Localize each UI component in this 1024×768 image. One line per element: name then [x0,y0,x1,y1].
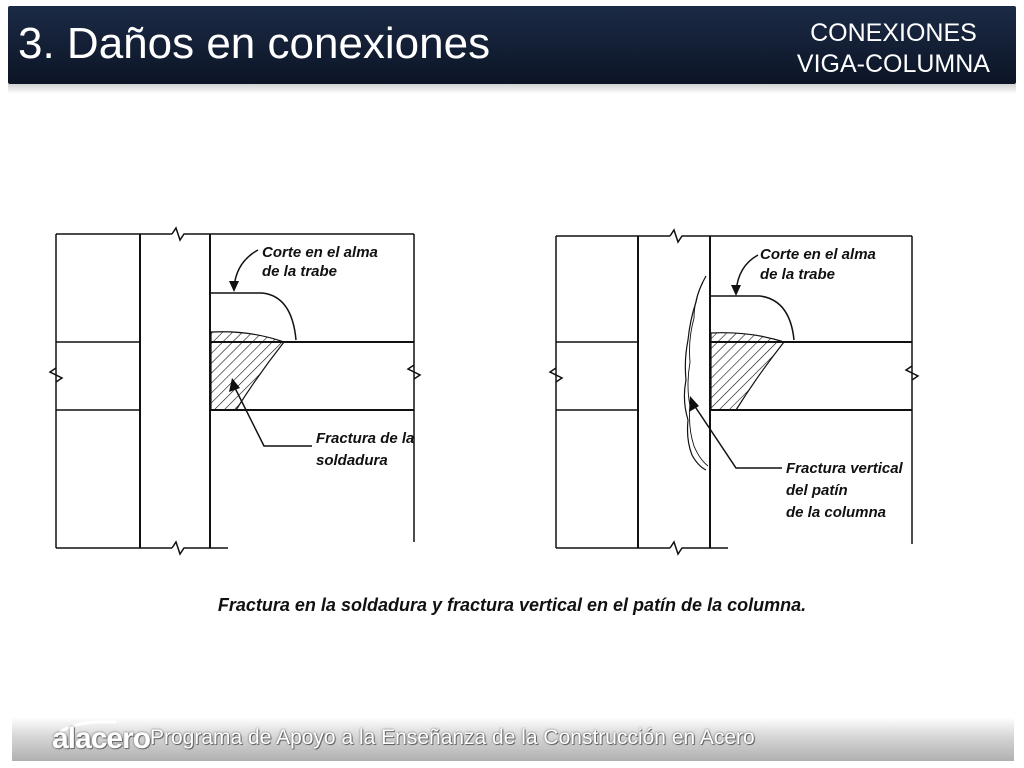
left-label-cut-1: Corte en el alma [262,244,378,261]
footer-bar [12,717,1014,761]
right-weld-hatch [711,333,784,410]
right-label-fracture-3: de la columna [786,504,887,521]
left-weld-fracture-hatch [211,332,284,410]
right-label-fracture-2: del patín [786,482,848,499]
right-fracture-leader [692,402,782,468]
program-name: Programa de Apoyo a la Enseñanza de la Construcción en Acero [150,726,755,749]
left-label-cut-2: de la trabe [262,263,338,280]
right-label-cut-2: de la trabe [760,266,836,283]
page-title: 3. Daños en conexiones [18,19,491,68]
subtitle-line-2: VIGA-COLUMNA [796,50,990,78]
left-label-fracture-1: Fractura de la [316,430,415,447]
left-label-fracture-2: soldadura [316,452,388,469]
right-label-cut-1: Corte en el alma [760,246,876,263]
subtitle-line-1: CONEXIONES [810,19,977,47]
figure-caption: Fractura en la soldadura y fractura vertical en el patín de la columna. [217,595,807,615]
alacero-logo: alacero [52,722,151,755]
right-label-fracture-1: Fractura vertical [786,460,903,477]
